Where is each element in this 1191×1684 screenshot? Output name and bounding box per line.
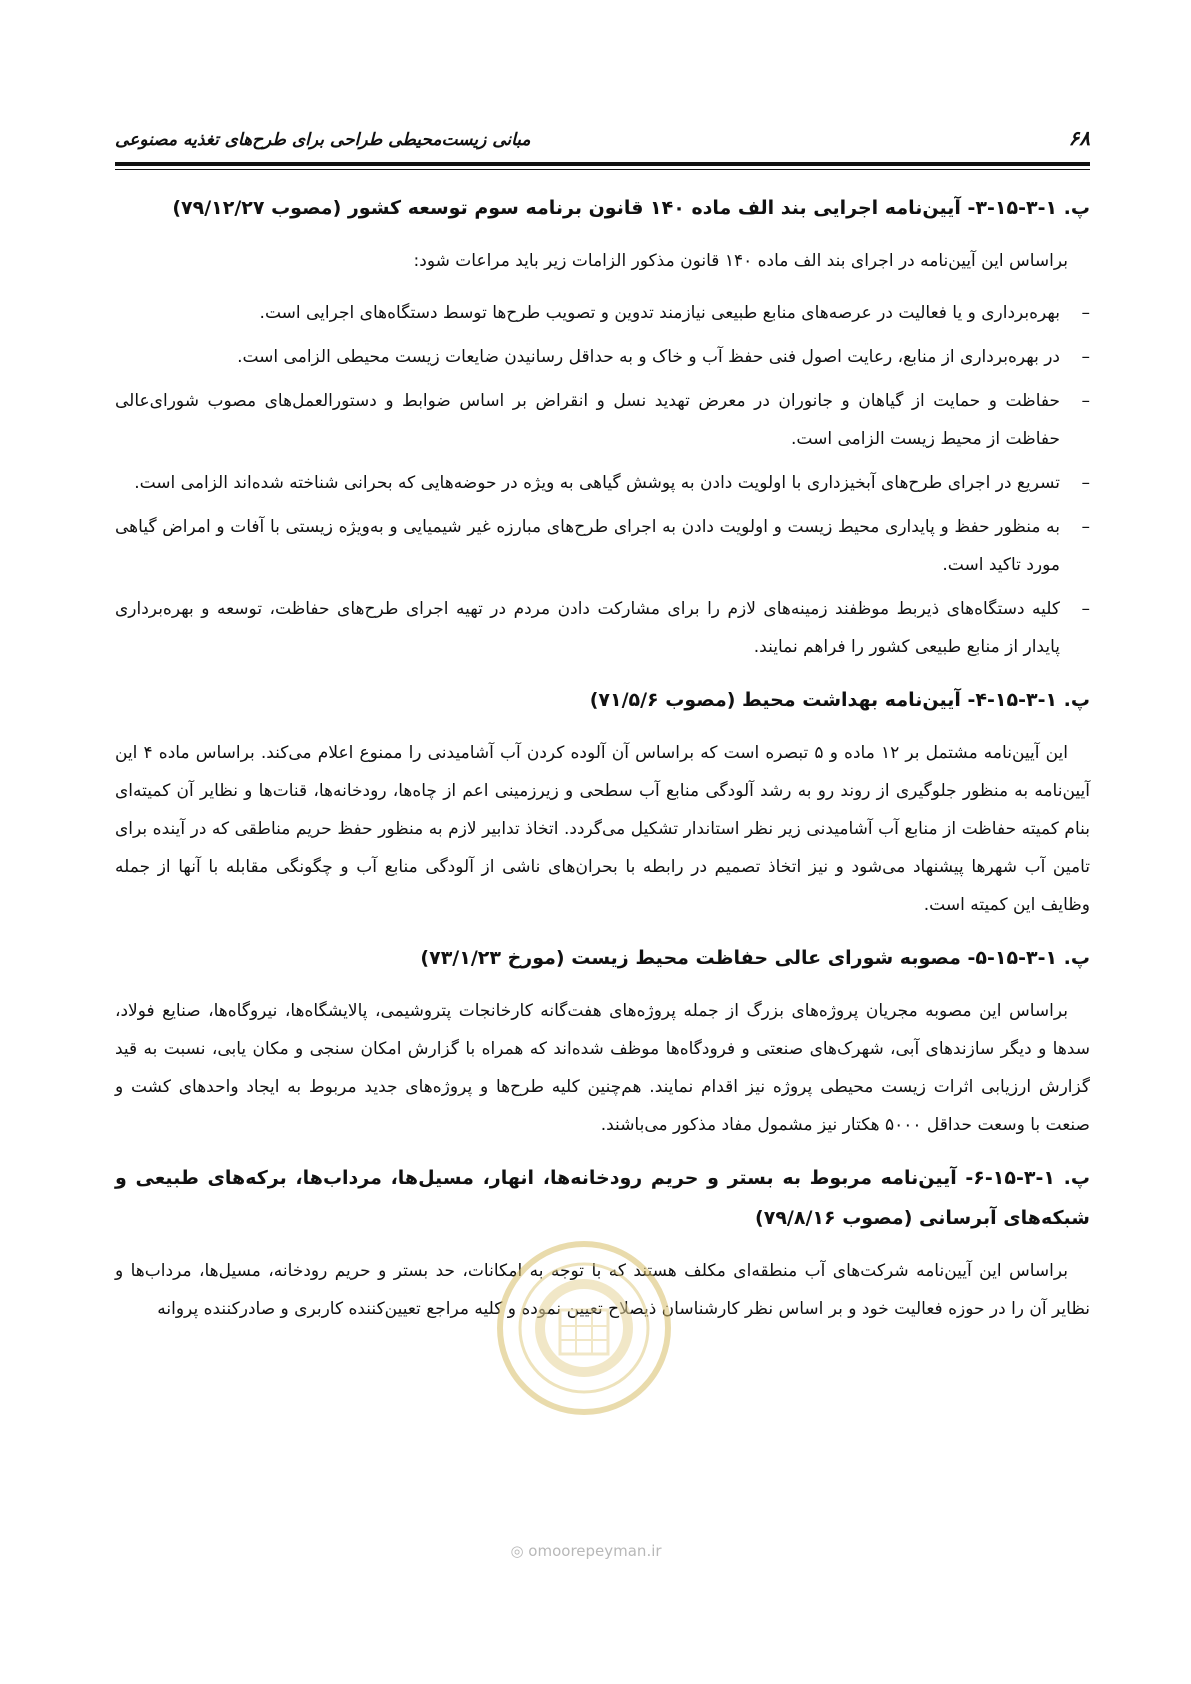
list-item-text: در بهره‌برداری از منابع، رعایت اصول فنی حفظ آب و خاک و به حداقل رسانیدن ضایعات زیست محیطی الزامی است. <box>237 347 1060 367</box>
section-heading: پ. ۱-۳-۱۵-۶- آیین‌نامه مربوط به بستر و حریم رودخانه‌ها، انهار، مسیل‌ها، مرداب‌ها، برکه‌های طبیعی و شبکه‌های آبرسانی (مصوب ۷۹/۸/۱۶) <box>115 1167 1090 1229</box>
list-item <box>115 464 1090 502</box>
watermark-stamp-icon <box>494 1238 674 1418</box>
list-item-text: بهره‌برداری و یا فعالیت در عرصه‌های منابع طبیعی نیازمند تدوین و تصویب طرح‌ها توسط دستگاه‌های اجرایی است. <box>259 303 1060 323</box>
header-rule-thick <box>115 162 1090 166</box>
list-item <box>115 382 1090 458</box>
list-item <box>115 508 1090 584</box>
dash-bullet-icon: – <box>1081 599 1090 619</box>
list-item <box>115 294 1090 332</box>
header-rule-thin <box>115 169 1090 170</box>
paragraph: براساس این آیین‌نامه در اجرای بند الف ماده ۱۴۰ قانون مذکور الزامات زیر باید مراعات شود: <box>413 251 1068 271</box>
dash-bullet-icon: – <box>1081 391 1090 411</box>
watermark-url: ◎ omoorepeyman.ir <box>510 1542 662 1560</box>
dash-bullet-icon: – <box>1081 473 1090 493</box>
list-item <box>115 338 1090 376</box>
list-item-text: به منظور حفظ و پایداری محیط زیست و اولویت دادن به اجرای طرح‌های مبارزه غیر شیمیایی و به‌ویژه زیستی با آفات و امراض گیاهی مورد تاکید است. <box>115 517 1060 575</box>
paragraph: براساس این آیین‌نامه شرکت‌های آب منطقه‌ای مکلف هستند که با توجه به امکانات، حد بستر و حریم رودخانه، مسیل‌ها، مرداب‌ها و نظایر آن را در حوزه فعالیت خود و بر اساس نظر کارشناسان ذیصلاح تعیین نموده و کلیه مراجع تعیین‌کننده کاربری و صادرکننده پروانه <box>115 1261 1090 1319</box>
section-2 <box>115 680 1090 924</box>
list-item-text: حفاظت و حمایت از گیاهان و جانوران در معرض تهدید نسل و انقراض بر اساس ضوابط و دستورالعمل‌های مصوب شورای‌عالی حفاظت از محیط زیست الزامی است. <box>115 391 1060 449</box>
dash-bullet-icon: – <box>1081 303 1090 323</box>
list-item-text: تسریع در اجرای طرح‌های آبخیزداری با اولویت دادن به پوشش گیاهی به ویژه در حوضه‌هایی که بحرانی شناخته شده‌اند الزامی است. <box>134 473 1060 493</box>
document-body <box>115 188 1090 1342</box>
list-item-text: کلیه دستگاه‌های ذیربط موظفند زمینه‌های لازم را برای مشارکت دادن مردم در تهیه اجرای طرح‌های حفاظت، توسعه و بهره‌برداری پایدار از منابع طبیعی کشور را فراهم نمایند. <box>115 599 1060 657</box>
page-header <box>115 118 1090 162</box>
section-1 <box>115 188 1090 666</box>
paragraph: براساس این مصوبه مجریان پروژه‌های بزرگ از جمله پروژه‌های هفت‌گانه کارخانجات پتروشیمی، پالایشگاه‌ها، نیروگاه‌ها، صنایع فولاد، سدها و دیگر سازندهای آبی، شهرک‌های صنعتی و فرودگاه‌ها موظف شده‌اند که همراه با گزارش امکان سنجی و مکان یابی، نسبت به قید گزارش ارزیابی اثرات زیست محیطی پروژه نیز اقدام نمایند. هم‌چنین کلیه طرح‌ها و پروژه‌های جدید مربوط به ایجاد واحدهای کشت و صنعت با وسعت حداقل ۵۰۰۰ هکتار نیز مشمول مفاد مذکور می‌باشند. <box>115 1001 1090 1135</box>
section-heading: پ. ۱-۳-۱۵-۴- آیین‌نامه بهداشت محیط (مصوب ۷۱/۵/۶) <box>589 689 1090 711</box>
section-heading: پ. ۱-۳-۱۵-۳- آیین‌نامه اجرایی بند الف ماده ۱۴۰ قانون برنامه سوم توسعه کشور (مصوب ۷۹/۱۲/۲۷) <box>172 197 1090 219</box>
dash-bullet-icon: – <box>1081 347 1090 367</box>
dash-bullet-icon: – <box>1081 517 1090 537</box>
section-3 <box>115 938 1090 1144</box>
running-title: مبانی زیست‌محیطی طراحی برای طرح‌های تغذیه مصنوعی <box>115 130 531 150</box>
section-heading: پ. ۱-۳-۱۵-۵- مصوبه شورای عالی حفاظت محیط زیست (مورخ ۷۳/۱/۲۳) <box>420 947 1090 969</box>
page-number: ۶۸ <box>1068 126 1090 150</box>
list-item <box>115 590 1090 666</box>
watermark-url-text: omoorepeyman.ir <box>528 1542 662 1560</box>
paragraph: این آیین‌نامه مشتمل بر ۱۲ ماده و ۵ تبصره است که براساس آن آلوده کردن آب آشامیدنی را ممنوع اعلام می‌کند. براساس ماده ۴ این آیین‌نامه به منظور جلوگیری از روند رو به رشد آلودگی منابع آب سطحی و زیرزمینی اعم از چاه‌ها، رودخانه‌ها، قنات‌ها و نظایر آن کمیته‌ای بنام کمیته حفاظت از منابع آب آشامیدنی زیر نظر استاندار تشکیل می‌گردد. اتخاذ تدابیر لازم به منظور حفظ حریم مناطقی که در آینده برای تامین آب شهرها پیشنهاد می‌شود و نیز اتخاذ تصمیم در رابطه با بحران‌های ناشی از آلودگی منابع آب و چگونگی مقابله با آنها از جمله وظایف این کمیته است. <box>115 743 1090 915</box>
bullet-list <box>115 294 1090 666</box>
